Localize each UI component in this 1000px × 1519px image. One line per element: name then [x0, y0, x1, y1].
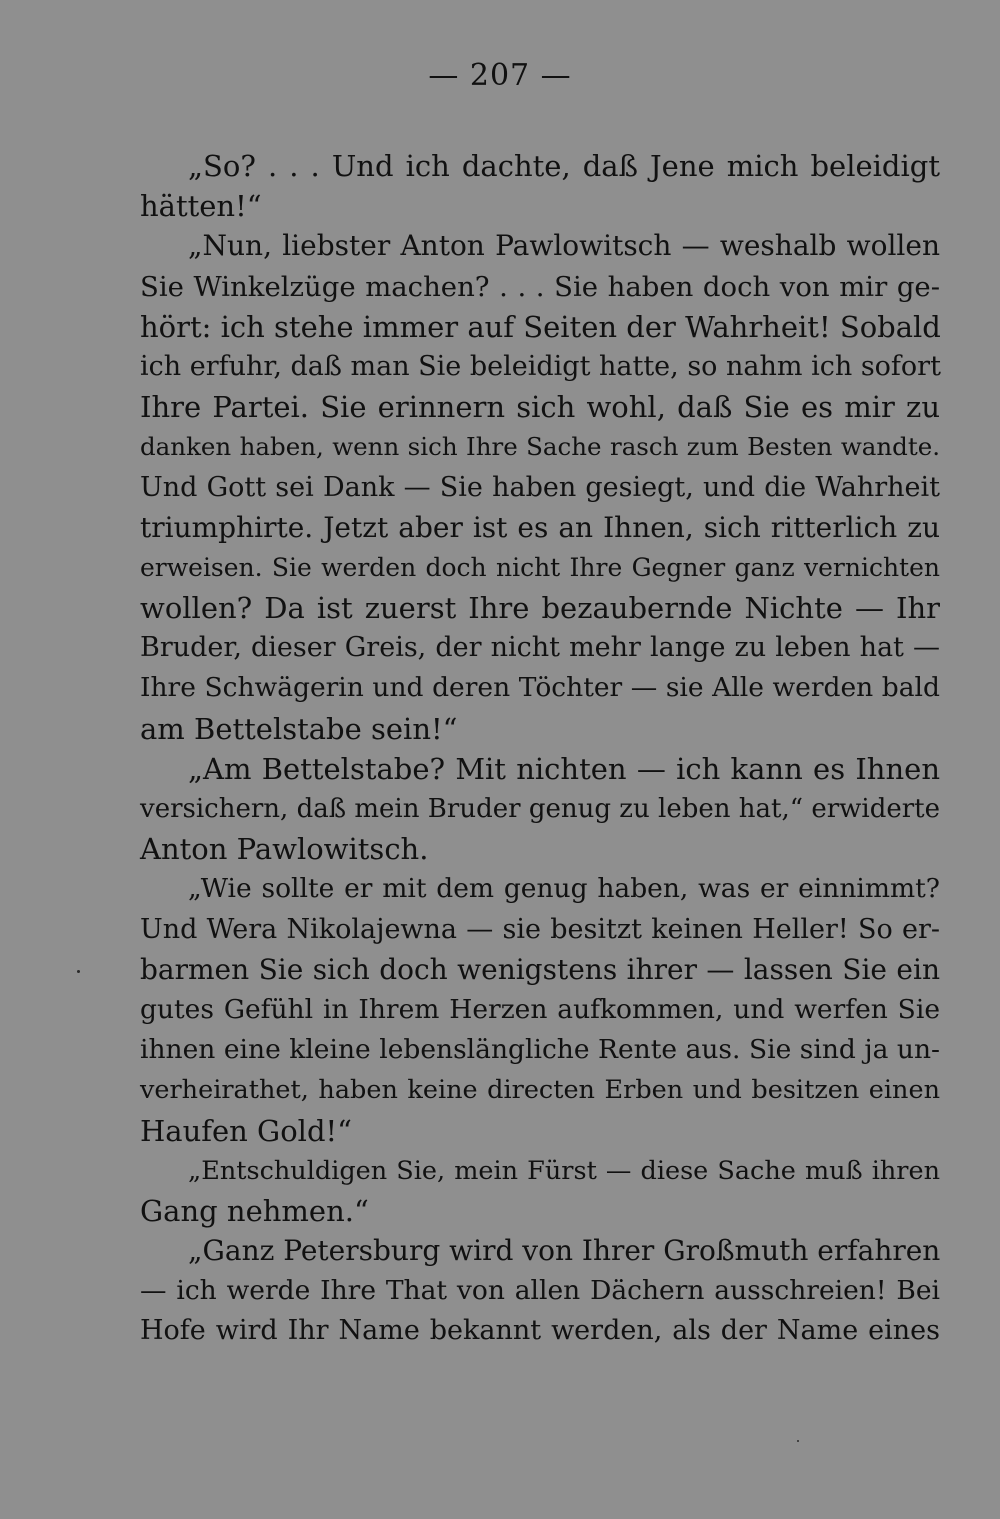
text-line: danken haben, wenn sich Ihre Sache rasch zum Besten wandte. — [140, 432, 940, 462]
text-line: Und Wera Nikolajewna — sie besitzt keinen Heller! So er- — [140, 913, 940, 945]
text-line: „Am Bettelstabe? Mit nichten — ich kann es Ihnen — [188, 751, 940, 786]
text-line: am Bettelstabe sein!“ — [140, 711, 458, 746]
text-line: Anton Pawlowitsch. — [140, 832, 429, 867]
text-line: barmen Sie sich doch wenigstens ihrer — lassen Sie ein — [140, 952, 940, 986]
text-line: „Entschuldigen Sie, mein Fürst — diese Sache muß ihren — [188, 1155, 940, 1186]
text-line: Sie Winkelzüge machen? . . . Sie haben doch von mir ge- — [140, 270, 940, 303]
text-line: versichern, daß mein Bruder genug zu leben hat,“ erwiderte — [140, 794, 940, 824]
text-line: „Ganz Petersburg wird von Ihrer Großmuth erfahren — [188, 1234, 941, 1268]
text-line: Haufen Gold!“ — [140, 1113, 352, 1148]
text-line: gutes Gefühl in Ihrem Herzen aufkommen, und werfen Sie — [140, 993, 940, 1025]
text-line: Ihre Schwägerin und deren Töchter — sie Alle werden bald — [140, 672, 940, 704]
text-line: Und Gott sei Dank — Sie haben gesiegt, und die Wahrheit — [140, 471, 940, 503]
text-line: Ihre Partei. Sie erinnern sich wohl, daß Sie es mir zu — [140, 390, 940, 425]
print-speck — [77, 970, 80, 973]
print-speck — [797, 1440, 799, 1442]
text-line: ihnen eine kleine lebenslängliche Rente aus. Sie sind ja un- — [140, 1034, 940, 1066]
text-line: „Wie sollte er mit dem genug haben, was er einnimmt? — [188, 873, 940, 905]
text-line: Hofe wird Ihr Name bekannt werden, als der Name eines — [140, 1315, 940, 1347]
text-line: verheirathet, haben keine directen Erben und besitzen einen — [140, 1075, 940, 1106]
text-line: erweisen. Sie werden doch nicht Ihre Gegner ganz vernichten — [140, 552, 940, 582]
text-line: „Nun, liebster Anton Pawlowitsch — weshalb wollen — [188, 229, 940, 263]
text-line: ich erfuhr, daß man Sie beleidigt hatte, so nahm ich sofort — [140, 350, 941, 382]
text-line: hätten!“ — [140, 189, 262, 224]
text-line: „So? . . . Und ich dachte, daß Jene mich beleidigt — [188, 149, 940, 183]
body-text — [140, 146, 940, 1352]
text-line: Gang nehmen.“ — [140, 1193, 369, 1228]
text-line: hört: ich stehe immer auf Seiten der Wahrheit! Sobald — [140, 309, 941, 344]
text-line: triumphirte. Jetzt aber ist es an Ihnen, sich ritterlich zu — [140, 510, 940, 544]
text-line: — ich werde Ihre That von allen Dächern ausschreien! Bei — [140, 1275, 940, 1307]
page-number: — 207 — — [428, 58, 572, 93]
text-line: Bruder, dieser Greis, der nicht mehr lange zu leben hat — — [140, 632, 940, 664]
text-line: wollen? Da ist zuerst Ihre bezaubernde Nichte — Ihr — [140, 591, 940, 626]
